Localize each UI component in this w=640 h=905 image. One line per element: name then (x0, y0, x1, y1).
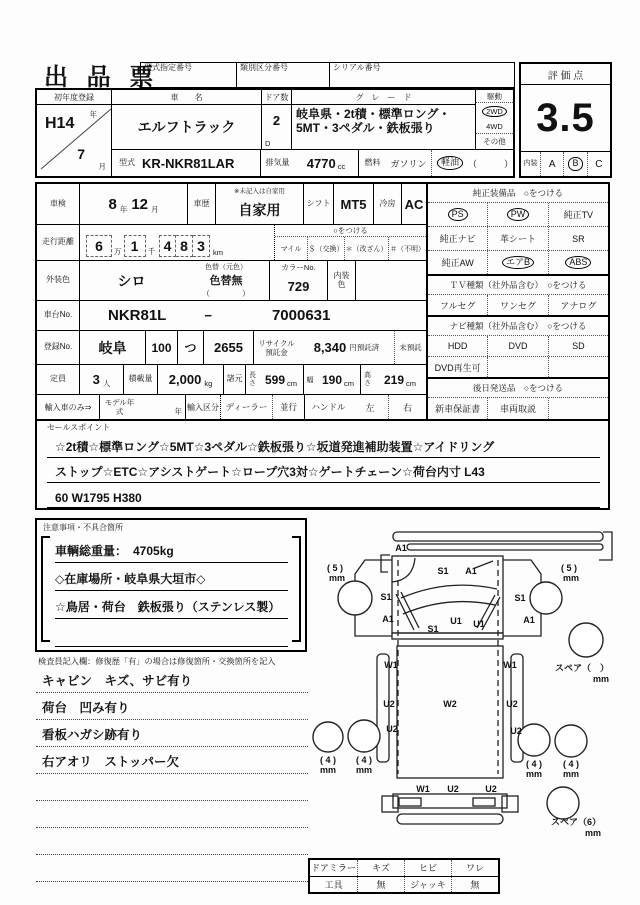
handle-label: ハンドル (304, 395, 352, 419)
row-import (37, 394, 426, 419)
handle-right: 右 (388, 395, 426, 419)
svg-text:mm: mm (584, 828, 602, 838)
color-no-label: カラーNo. (281, 263, 316, 272)
svg-text:W1: W1 (384, 660, 398, 670)
svg-text:S1: S1 (380, 592, 392, 602)
shaken-year-unit: 年 (119, 204, 128, 214)
interior-grade-c: C (587, 152, 610, 176)
import-class-label: 輸入区分 (185, 395, 220, 419)
inspector-line-2: 荷台 凹み有り (36, 693, 308, 720)
equip-oem-aw: 純正AW (441, 258, 474, 268)
tail-bar (397, 814, 503, 824)
mirror-crack: ヒビ (404, 860, 451, 876)
evaluation-score: 3.5 (536, 95, 595, 140)
model-code-label: 型式 (118, 157, 135, 167)
note-line-2: ◇在庫場所・岐阜県大垣市◇ (55, 563, 288, 591)
notes-box (35, 518, 307, 652)
svg-text:mm: mm (592, 674, 610, 684)
roof-right-hook (599, 532, 612, 560)
ship-owners-manual: 車両取説 (487, 398, 547, 419)
width-value: 190 (321, 372, 343, 387)
tv-fullseg: フルセグ (439, 300, 476, 311)
ext-color-value: シロ (117, 272, 146, 289)
equip-sunroof: SR (548, 227, 608, 250)
reg-area: 岐阜 (79, 331, 145, 364)
svg-text:A1: A1 (395, 543, 407, 553)
int-color-label: 内装色 (327, 261, 355, 300)
svg-text:U2: U2 (510, 726, 522, 736)
equip-airbag-selected: エアB (502, 256, 534, 269)
drive-2wd-selected: 2WD (482, 106, 507, 117)
fuel-label: 燃料 (358, 150, 386, 176)
tire-spare-bottom (547, 787, 579, 819)
mileage-man-digit: 6 (86, 235, 112, 257)
ship-warranty-book: 新車保証書 (435, 404, 481, 414)
mark-exchanged: ＄（交換） (307, 237, 344, 260)
fuel-diesel-selected: 軽油 (437, 156, 463, 169)
oem-equipment-block (428, 184, 608, 276)
row-mileage (37, 224, 426, 260)
bed-outline (397, 646, 503, 778)
tire-rear-left-outer (313, 722, 343, 752)
model-year-label: モデル年式 (99, 395, 139, 419)
inspector-line-4: 右アオリ ストッパー欠 (36, 747, 308, 774)
model-year-value (139, 395, 185, 419)
serial-no-label: シリアル番号 (333, 63, 381, 72)
svg-text:A1: A1 (523, 615, 535, 625)
spec-label: 諸元 (223, 365, 245, 394)
navi-extra-blank-1 (487, 357, 547, 377)
sales-points-label: セールスポイント (47, 423, 111, 432)
doors-label: ドア数 (262, 90, 291, 105)
mirror-tools-table (308, 858, 500, 894)
mileage-digit-3: 3 (193, 235, 210, 257)
svg-text:mm: mm (525, 769, 543, 779)
equip-abs-selected: ABS (565, 256, 591, 269)
man-unit: 万 (114, 247, 122, 256)
reg-kana: つ (177, 331, 203, 364)
note-line-3: ☆鳥居・荷台 鉄板張り（ステンレス製） (55, 591, 288, 619)
inspector-line-6-empty (36, 801, 308, 828)
inspector-header: 検査員記入欄：修復歴「有」の場合は修復箇所・交換箇所を記入 (38, 657, 276, 666)
length-label: 長さ (245, 365, 259, 394)
mileage-digit-2: 8 (176, 235, 193, 257)
interior-grade-a: A (540, 152, 563, 176)
recycle-paid-label: 円預託済 (349, 343, 380, 352)
windshield-top (401, 585, 497, 598)
recolor-paren: （ ） (202, 289, 250, 298)
chassis-code: NKR81L (108, 307, 167, 324)
inspector-line-8-empty (36, 855, 308, 882)
shaken-label: 車検 (50, 198, 66, 208)
year-unit: 年 (89, 110, 97, 119)
navi-dvd: DVD (487, 336, 547, 356)
capacity-unit: 人 (102, 379, 111, 388)
sales-line-2: ストップ☆ETC☆アシストゲート☆ロープ穴3対☆ゲートチェーン☆荷台内寸 L43 (47, 458, 600, 483)
notes-label: 注意事項・不具合箇所 (43, 523, 123, 532)
bumper-right-bracket (502, 796, 518, 812)
grade-label: グ レ ー ド (292, 90, 475, 105)
mark-mile: マイル (280, 245, 302, 253)
navi-type-block (428, 317, 608, 379)
drive-label: 駆動 (476, 90, 513, 103)
recycle-label: リサイクル預託金 (253, 331, 299, 364)
first-registration-label: 初年度登録 (37, 90, 111, 105)
int-color-value (355, 261, 426, 300)
regno-label: 登録No. (43, 342, 73, 352)
tire-spare-top (569, 623, 603, 657)
navi-hdd: HDD (447, 341, 468, 351)
svg-text:S1: S1 (427, 624, 439, 634)
mark-tampered: ＊（改ざん） (344, 237, 388, 260)
length-value: 599 (264, 372, 286, 387)
navi-type-header: ナビ種類（社外品含む） ○をつける (449, 321, 587, 331)
note-line-1: 車輌総重量： 4705kg (55, 535, 288, 563)
navi-dvd-playable: DVD再生可 (434, 362, 481, 373)
shaken-year: 8 (108, 195, 117, 213)
svg-text:( 4 ): ( 4 ) (525, 759, 543, 769)
roof-strip-1 (393, 532, 603, 541)
ext-color-label: 外装色 (46, 275, 70, 285)
equip-ps-selected: PS (448, 208, 468, 221)
fuel-gasoline: ガソリン (386, 150, 432, 176)
model-year-unit: 年 (174, 407, 182, 416)
model-designation-no-label: 型式指定番号 (144, 63, 192, 72)
bumper-left-bracket (382, 796, 398, 812)
drive-4wd: 4WD (486, 122, 503, 131)
svg-text:W2: W2 (443, 699, 457, 709)
ac-label: 冷房 (373, 184, 401, 224)
cab-tick (475, 561, 493, 568)
doors-count: 2 (272, 112, 281, 128)
vehicle-info-table (35, 88, 515, 178)
svg-text:mm: mm (328, 573, 346, 583)
ac-value: AC (401, 184, 426, 224)
row-shaken (37, 184, 426, 224)
doors-note: D (264, 139, 271, 148)
bumper-step-left (399, 798, 421, 806)
svg-text:U2: U2 (447, 784, 459, 794)
displacement-label: 排気量 (260, 150, 294, 176)
svg-text:A1: A1 (382, 614, 394, 624)
oem-equipment-header: 純正装備品 ○をつける (472, 188, 564, 198)
chassis-label: 車台No. (43, 310, 73, 320)
grade-text: 岐阜県・2t積・標準ロング・5MT・3ペダル・鉄板張り (295, 107, 451, 136)
sen-unit: 千 (147, 247, 155, 256)
month-unit: 月 (98, 162, 106, 171)
mileage-sen-digit: 1 (124, 235, 146, 257)
sales-points-section (37, 419, 608, 508)
svg-text:mm: mm (319, 765, 337, 775)
svg-text:W1: W1 (416, 784, 430, 794)
mileage-label: 走行距離 (42, 237, 74, 247)
shaken-month: 12 (131, 195, 149, 213)
tire-rear-left-inner (348, 720, 380, 752)
svg-text:U2: U2 (386, 724, 398, 734)
jack-label: ジャッキ (404, 877, 451, 893)
jack-none: 無 (451, 877, 498, 893)
shift-value: MT5 (333, 184, 373, 224)
import-dealer: ディーラー (220, 395, 272, 419)
cab-window-arc (392, 558, 415, 582)
ship-blank (548, 398, 608, 419)
svg-text:( 4 ): ( 4 ) (562, 759, 580, 769)
displacement-value: 4770 (306, 155, 336, 171)
recolor-value: 色替無 (209, 275, 243, 287)
first-registration-month: 7 (77, 146, 85, 162)
handle-left: 左 (365, 402, 375, 413)
sales-line-1: ☆2t積☆標準ロング☆5MT☆3ペダル☆鉄板張り☆坂道発進補助装置☆アイドリング (47, 433, 600, 458)
color-no-value: 729 (287, 279, 310, 294)
tools-none: 無 (357, 877, 404, 893)
equip-oem-navi: 純正ナビ (439, 234, 476, 244)
length-cm: cm (287, 378, 298, 388)
evaluation-box (519, 62, 612, 178)
bumper-step-right (473, 798, 495, 806)
history-note: ※未記入は自家用 (234, 187, 285, 195)
width-label: 幅 (303, 365, 316, 394)
details-table (35, 182, 610, 510)
inspector-line-5-empty (36, 774, 308, 801)
car-name-label: 車 名 (112, 90, 261, 105)
height-value: 219 (383, 372, 405, 387)
equipment-column (426, 184, 608, 419)
note-line-4-empty (55, 619, 288, 647)
chassis-number: 7000631 (271, 307, 331, 324)
class-division-no-label: 類別区分番号 (240, 63, 288, 72)
mileage-digit-1: 4 (159, 235, 176, 257)
svg-text:( 5 ): ( 5 ) (560, 563, 578, 573)
svg-text:スペア（ ）: スペア（ ） (554, 663, 610, 673)
later-shipment-header: 後日発送品 ○をつける (472, 383, 564, 393)
notes-bracket-left (41, 536, 50, 642)
reg-class: 100 (145, 331, 177, 364)
interior-grade-b-selected: B (568, 157, 582, 170)
tv-oneseg: ワンセグ (487, 295, 547, 315)
navi-sd: SD (548, 336, 608, 356)
mirror-scratch: キズ (357, 860, 404, 876)
width-cm: cm (344, 378, 355, 388)
first-registration-year: H14 (45, 115, 75, 132)
km-unit: km (213, 248, 223, 257)
svg-text:mm: mm (562, 769, 580, 779)
svg-text:U2: U2 (383, 699, 395, 709)
import-only-label: 輸入車のみ⇒ (44, 402, 92, 412)
equip-leather-seat: 革シート (487, 227, 547, 250)
evaluation-title: 評 価 点 (521, 64, 610, 85)
history-label: 車歴 (187, 184, 215, 224)
header-number-boxes (140, 62, 515, 88)
svg-text:S1: S1 (514, 593, 526, 603)
row-chassis (37, 300, 426, 330)
row-registration (37, 330, 426, 364)
svg-text:mm: mm (562, 573, 580, 583)
tv-type-header: ＴＶ種類（社外品含む） ○をつける (449, 280, 587, 290)
svg-text:mm: mm (355, 765, 373, 775)
roof-left-bracket (381, 555, 390, 572)
drive-other: その他 (476, 133, 513, 149)
windshield-bottom (403, 602, 495, 614)
tire-rear-right-outer (555, 725, 587, 757)
svg-text:スペア（6）: スペア（6） (550, 817, 602, 827)
height-cm: cm (406, 378, 417, 388)
shift-label: シフト (303, 184, 333, 224)
navi-extra-blank-2 (548, 357, 608, 377)
capacity-value: 3 (92, 372, 100, 387)
inspector-line-3: 看板ハガシ跡有り (36, 720, 308, 747)
door-mirror-label: ドアミラー (311, 863, 356, 874)
equip-oem-tv: 純正TV (548, 203, 608, 226)
class-division-no-cell (236, 63, 329, 87)
equip-pw-selected: PW (507, 208, 530, 221)
height-label: 高さ (360, 365, 374, 394)
model-designation-no-cell (141, 63, 236, 87)
svg-text:A1: A1 (465, 566, 477, 576)
svg-text:( 5 ): ( 5 ) (326, 563, 344, 573)
svg-text:S1: S1 (437, 566, 449, 576)
inspector-line-7-empty (36, 828, 308, 855)
car-name: エルフトラック (137, 119, 236, 135)
tire-front-right (530, 582, 562, 614)
svg-text:U1: U1 (450, 616, 462, 626)
chassis-dash: − (204, 308, 212, 323)
svg-text:U2: U2 (485, 784, 497, 794)
tools-label: 工具 (324, 879, 343, 890)
later-shipment-block (428, 379, 608, 419)
tire-rear-right-inner (518, 724, 550, 756)
cab-bottom-strip (392, 633, 503, 639)
tv-type-block (428, 276, 608, 317)
serial-no-cell (329, 63, 514, 87)
recycle-amount: 8,340 (313, 340, 347, 355)
notes-bracket-right (292, 536, 301, 642)
row-capacity (37, 364, 426, 394)
inspector-line-1: キャビン キズ、サビ有り (36, 666, 308, 693)
svg-text:U1: U1 (473, 619, 485, 629)
fuel-other-paren: （ ） (467, 158, 513, 169)
shaken-month-unit: 月 (151, 204, 159, 214)
payload-unit: kg (204, 379, 213, 388)
svg-text:W1: W1 (503, 660, 517, 670)
tv-analog: アナログ (548, 295, 608, 315)
payload-value: 2,000 (168, 372, 202, 387)
svg-text:( 4 ): ( 4 ) (319, 755, 337, 765)
truck-condition-diagram (305, 518, 640, 860)
recolor-label: 色替（元色） (205, 264, 247, 271)
import-parallel: 並行 (272, 395, 304, 419)
first-registration-cell (37, 105, 111, 176)
model-code: KR-NKR81LAR (141, 155, 235, 171)
mirror-break: ワレ (451, 860, 498, 876)
roof-strip-2 (407, 544, 603, 550)
svg-text:( 4 ): ( 4 ) (355, 755, 373, 765)
capacity-label: 定員 (50, 374, 66, 384)
page-title: 出 品 票 (44, 64, 160, 91)
reg-number: 2655 (203, 331, 253, 364)
inspector-lines (36, 666, 308, 882)
mark-unknown: ＃（不明） (388, 237, 426, 260)
row-color (37, 260, 426, 300)
tire-front-left (338, 581, 372, 615)
mileage-mark-header: ○をつける (275, 225, 426, 237)
interior-label: 内装 (523, 160, 538, 168)
displacement-unit: cc (337, 161, 346, 171)
svg-text:U2: U2 (506, 699, 518, 709)
recycle-unpaid-label: 未預託 (394, 331, 426, 364)
history-value: 自家用 (238, 202, 281, 218)
sales-line-3: 60 W1795 H380 (47, 483, 600, 508)
payload-label: 積載量 (123, 365, 157, 394)
